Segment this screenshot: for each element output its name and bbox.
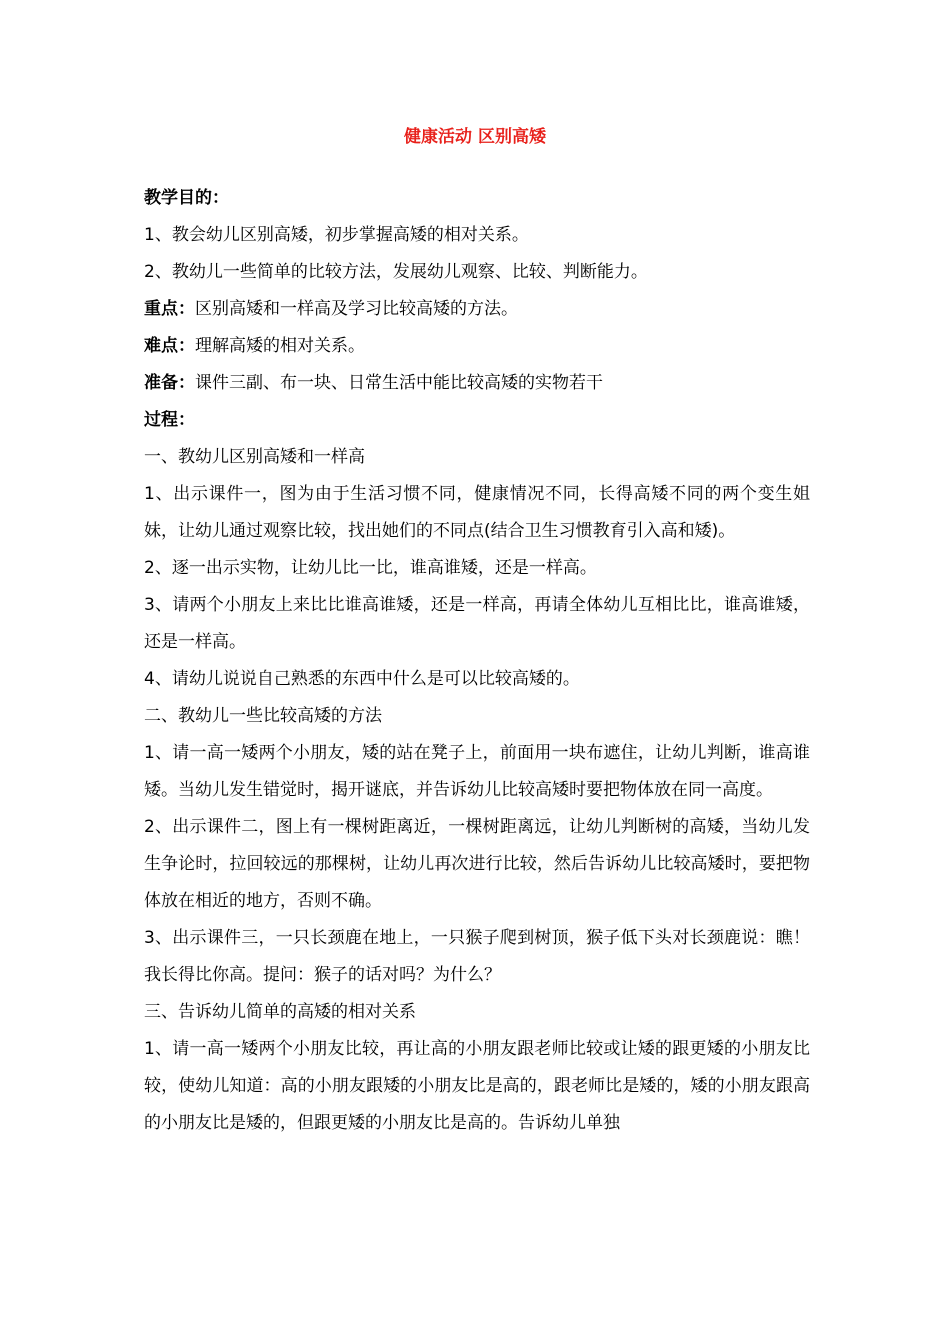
process-heading: 过程： (144, 410, 195, 430)
section-1-item-4: 4、请幼儿说说自己熟悉的东西中什么是可以比较高矮的。 (144, 669, 580, 689)
key-point (144, 291, 810, 328)
key-point-text: 区别高矮和一样高及学习比较高矮的方法。 (195, 299, 518, 319)
difficulty (144, 328, 810, 365)
difficulty-text: 理解高矮的相对关系。 (195, 336, 365, 356)
section-2-item-3: 3、出示课件三，一只长颈鹿在地上，一只猴子爬到树顶，猴子低下头对长颈鹿说：瞧！我长得比你高。提问：猴子的话对吗？为什么？ (144, 928, 810, 985)
section-1-item-1: 1、出示课件一，图为由于生活习惯不同，健康情况不同，长得高矮不同的两个变生姐妹，让幼儿通过观察比较，找出她们的不同点(结合卫生习惯教育引入高和矮)。 (144, 484, 810, 541)
objectives-heading: 教学目的： (144, 188, 229, 208)
section-3-heading: 三、告诉幼儿简单的高矮的相对关系 (144, 1002, 416, 1022)
section-1-heading: 一、教幼儿区别高矮和一样高 (144, 447, 365, 467)
section-3-item-1: 1、请一高一矮两个小朋友比较，再让高的小朋友跟老师比较或让矮的跟更矮的小朋友比较，使幼儿知道：高的小朋友跟矮的小朋友比是高的，跟老师比是矮的，矮的小朋友跟高的小朋友比是矮的，但跟更矮的小朋友比是高的。告诉幼儿单独 (144, 1039, 810, 1133)
section-2-item-1: 1、请一高一矮两个小朋友，矮的站在凳子上，前面用一块布遮住，让幼儿判断，谁高谁矮。当幼儿发生错觉时，揭开谜底，并告诉幼儿比较高矮时要把物体放在同一高度。 (144, 743, 810, 800)
objective-1: 1、教会幼儿区别高矮，初步掌握高矮的相对关系。 (144, 225, 529, 245)
document-title: 健康活动 区别高矮 (404, 127, 546, 147)
difficulty-label: 难点： (144, 336, 195, 356)
preparation-label: 准备： (144, 373, 195, 393)
preparation (144, 365, 810, 402)
document-body (144, 180, 810, 1142)
section-1-item-2: 2、逐一出示实物，让幼儿比一比，谁高谁矮，还是一样高。 (144, 558, 597, 578)
section-2-heading: 二、教幼儿一些比较高矮的方法 (144, 706, 382, 726)
section-1-item-3: 3、请两个小朋友上来比比谁高谁矮，还是一样高，再请全体幼儿互相比比，谁高谁矮，还是一样高。 (144, 595, 810, 652)
objective-2: 2、教幼儿一些简单的比较方法，发展幼儿观察、比较、判断能力。 (144, 262, 648, 282)
section-2-item-2: 2、出示课件二，图上有一棵树距离近，一棵树距离远，让幼儿判断树的高矮，当幼儿发生争论时，拉回较远的那棵树，让幼儿再次进行比较，然后告诉幼儿比较高矮时，要把物体放在相近的地方，否则不确。 (144, 817, 810, 911)
preparation-text: 课件三副、布一块、日常生活中能比较高矮的实物若干 (195, 373, 603, 393)
key-point-label: 重点： (144, 299, 195, 319)
